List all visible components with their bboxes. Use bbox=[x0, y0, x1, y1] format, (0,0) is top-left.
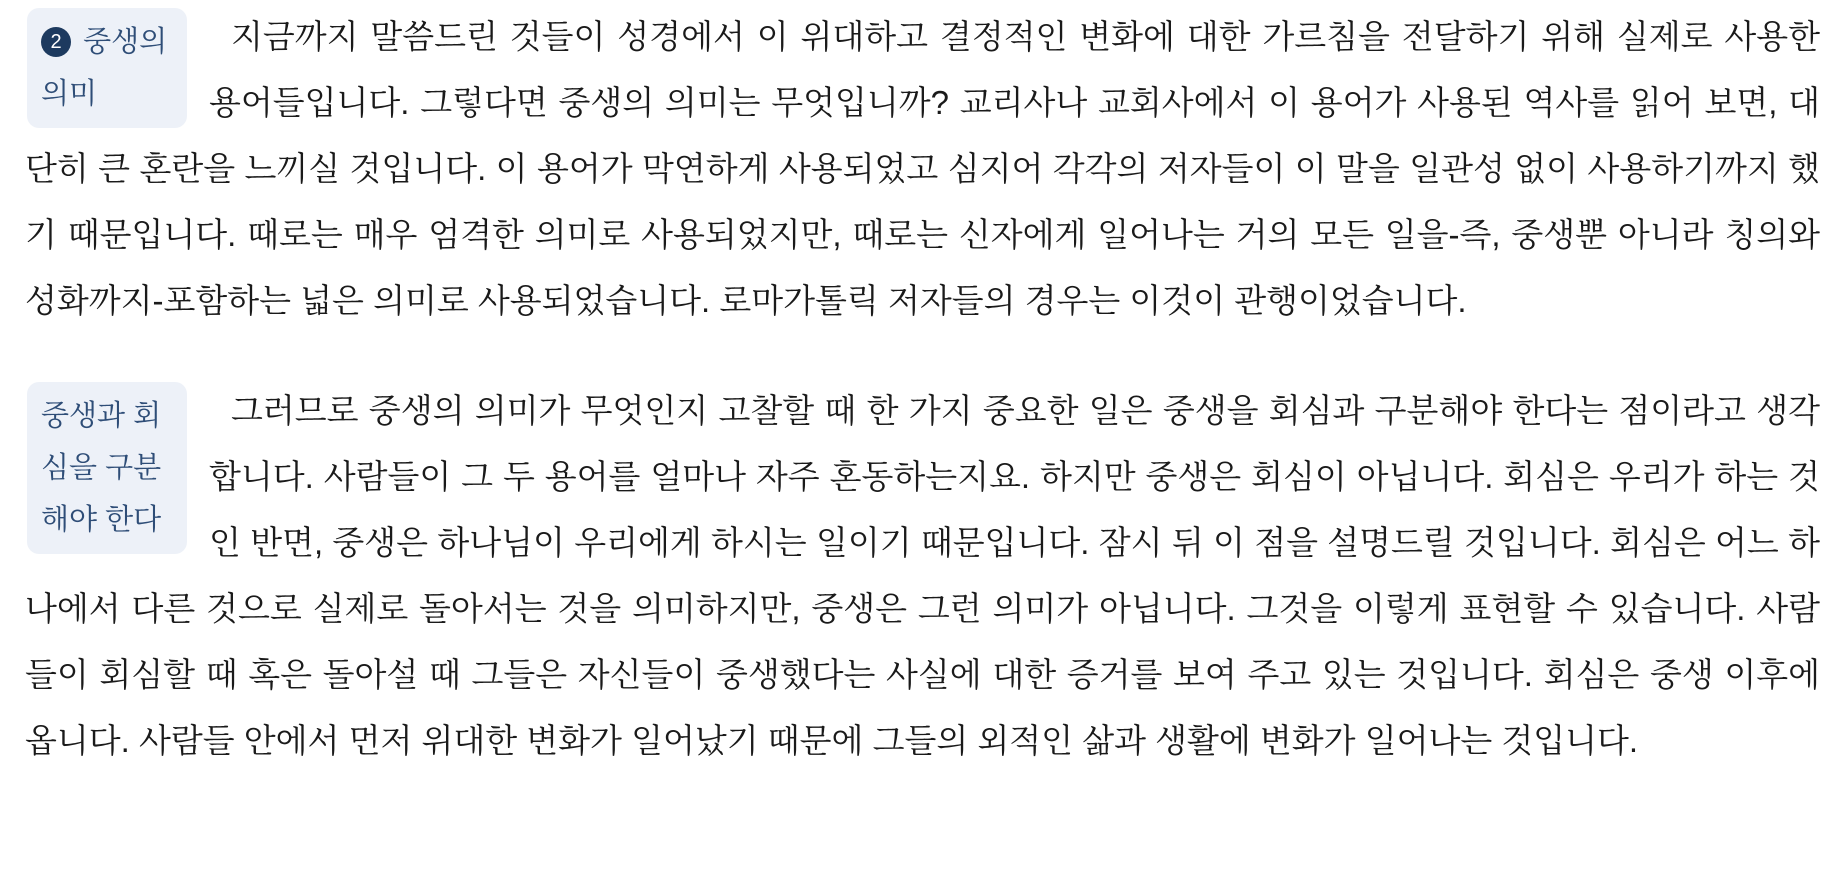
margin-note-label: 중생과 회심을 구분해야 한다 bbox=[41, 400, 162, 536]
paragraph-block-1 bbox=[25, 4, 1820, 334]
paragraph-block-2 bbox=[25, 378, 1820, 774]
margin-note-distinguish bbox=[27, 382, 187, 554]
margin-note-label: 중생의 의미 bbox=[41, 26, 168, 110]
paragraph-text: 그러므로 중생의 의미가 무엇인지 고찰할 때 한 가지 중요한 일은 중생을 회심과 구분해야 한다는 점이라고 생각합니다. 사람들이 그 두 용어를 얼마나 자주 혼동하는지요. 하지만 중생은 회심이 아닙니다. 회심은 우리가 하는 것인 반면, 중생은 하나님이 우리에게 하시는 일이기 때문입니다. 잠시 뒤 이 점을 설명드릴 것입니다. 회심은 어느 하나에서 다른 것으로 실제로 돌아서는 것을 의미하지만, 중생은 그런 의미가 아닙니다. 그것을 이렇게 표현할 수 있습니다. 사람들이 회심할 때 혹은 돌아설 때 그들은 자신들이 중생했다는 사실에 대한 증거를 보여 주고 있는 것입니다. 회심은 중생 이후에 옵니다. 사람들 안에서 먼저 위대한 변화가 일어났기 때문에 그들의 외적인 삶과 생활에 변화가 일어나는 것입니다. bbox=[25, 392, 1820, 759]
section-number-badge: 2 bbox=[41, 27, 71, 57]
margin-note-section-2 bbox=[27, 8, 187, 128]
paragraph-text: 지금까지 말씀드린 것들이 성경에서 이 위대하고 결정적인 변화에 대한 가르침을 전달하기 위해 실제로 사용한 용어들입니다. 그렇다면 중생의 의미는 무엇입니까? 교리사나 교회사에서 이 용어가 사용된 역사를 읽어 보면, 대단히 큰 혼란을 느끼실 것입니다. 이 용어가 막연하게 사용되었고 심지어 각각의 저자들이 이 말을 일관성 없이 사용하기까지 했기 때문입니다. 때로는 매우 엄격한 의미로 사용되었지만, 때로는 신자에게 일어나는 거의 모든 일을-즉, 중생뿐 아니라 칭의와 성화까지-포함하는 넓은 의미로 사용되었습니다. 로마가톨릭 저자들의 경우는 이것이 관행이었습니다. bbox=[25, 18, 1820, 319]
